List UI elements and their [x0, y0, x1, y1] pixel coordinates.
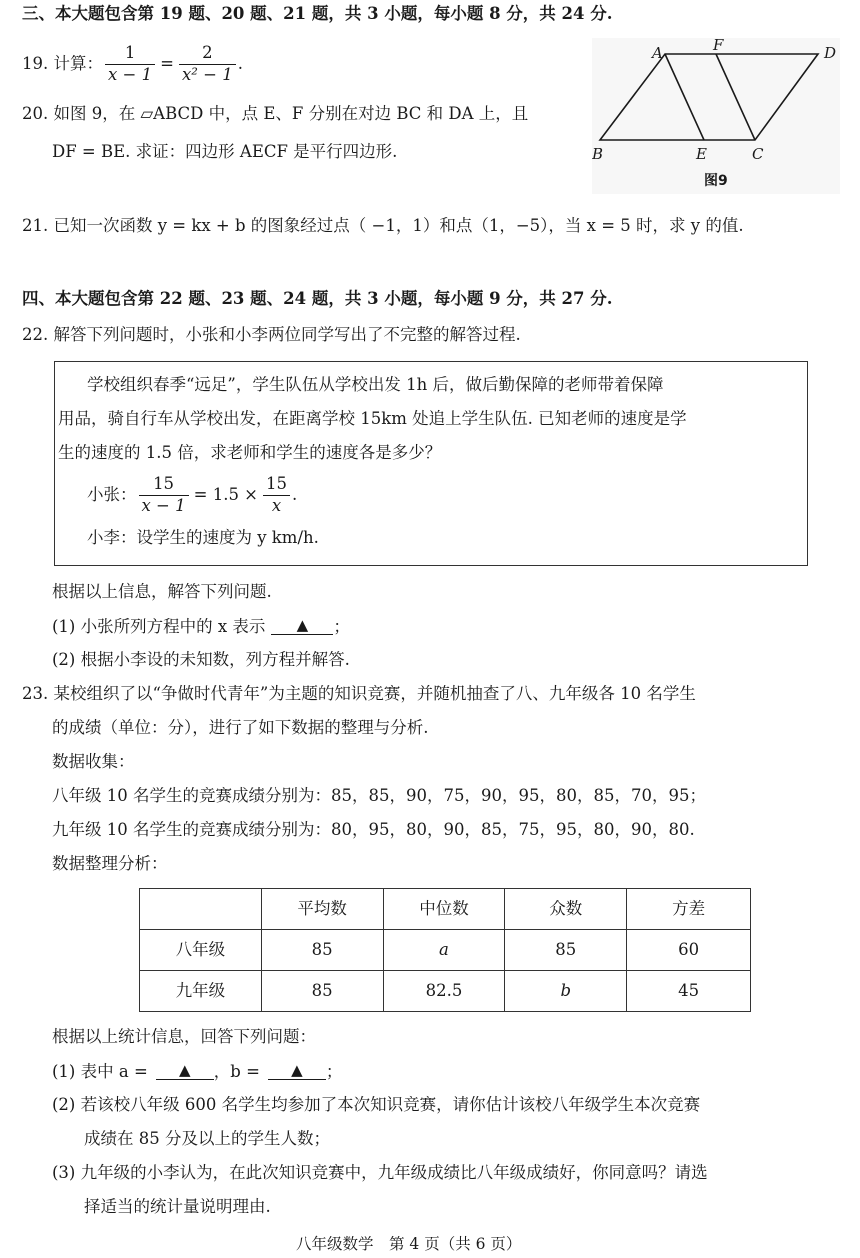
table-cell: 60: [627, 930, 751, 971]
table-cell: 九年级: [140, 971, 262, 1012]
q22-after-box: 根据以上信息，解答下列问题.: [52, 582, 272, 601]
table-cell: 八年级: [140, 930, 262, 971]
table-cell: 85: [261, 930, 383, 971]
q22-zhang-frac2-numerator: 15: [263, 476, 290, 496]
section-4-heading: 四、本大题包含第 22 题、23 题、24 题，共 3 小题，每小题 9 分，共 27 分.: [22, 289, 613, 308]
q22-box-line-3: 生的速度的 1.5 倍，求老师和学生的速度各是多少？: [58, 443, 442, 462]
figure-9-caption: 图9: [704, 173, 728, 189]
q22-zhang-end: .: [292, 484, 298, 504]
table-header-cell: [140, 889, 262, 930]
q23-part-3-line-2: 择适当的统计量说明理由.: [84, 1197, 271, 1216]
q22-part-2: (2) 根据小李设的未知数，列方程并解答.: [52, 650, 350, 669]
q22-zhang-fraction-2: [263, 476, 290, 514]
q19-frac1-numerator: 1: [105, 45, 155, 65]
q22-zhang-frac2-denominator: x: [271, 495, 282, 515]
q22-zhang-frac1-numerator: 15: [139, 476, 189, 496]
q23-line-1: 23. 某校组织了以“争做时代青年”为主题的知识竞赛，并随机抽查了八、九年级各 10 名学生: [22, 684, 696, 703]
label-c: C: [752, 145, 764, 163]
q22-box-line-2: 用品，骑自行车从学校出发，在距离学校 15km 处追上学生队伍. 已知老师的速度是学: [58, 409, 687, 428]
label-b: B: [592, 145, 604, 163]
parallelogram-diagram: [592, 38, 840, 194]
table-cell: 85: [261, 971, 383, 1012]
table-row: [140, 930, 751, 971]
q20-line-1: 20. 如图 9，在 ▱ABCD 中，点 E、F 分别在对边 BC 和 DA 上，且: [22, 104, 529, 123]
question-21: 21. 已知一次函数 y = kx + b 的图象经过点（ −1，1）和点（1，−5），当 x = 5 时，求 y 的值.: [22, 216, 744, 235]
label-e: E: [696, 145, 707, 163]
q22-box-line-1: 学校组织春季“远足”，学生队伍从学校出发 1h 后，做后勤保障的老师带着保障: [87, 375, 664, 394]
table-header-row: [140, 889, 751, 930]
section-3-heading: 三、本大题包含第 19 题、20 题、21 题，共 3 小题，每小题 8 分，共 24 分.: [22, 4, 613, 23]
table-cell: a: [383, 930, 505, 971]
q23-part-2-line-1: (2) 若该校八年级 600 名学生均参加了本次知识竞赛，请你估计该校八年级学生本次竞赛: [52, 1095, 701, 1114]
q22-intro: 22. 解答下列问题时，小张和小李两位同学写出了不完整的解答过程.: [22, 325, 521, 344]
table-header-cell: 众数: [505, 889, 627, 930]
table-header-cell: 中位数: [383, 889, 505, 930]
table-cell: 45: [627, 971, 751, 1012]
table-header-cell: 方差: [627, 889, 751, 930]
q22-part1-prefix: (1) 小张所列方程中的 x 表示: [52, 616, 266, 636]
q22-part1-end: ；: [333, 616, 350, 636]
q23-part-1: [52, 1063, 342, 1080]
table-cell: 82.5: [383, 971, 505, 1012]
segment-ae: [665, 54, 704, 140]
q19-end: .: [237, 53, 243, 73]
q23-analysis-label: 数据整理分析：: [52, 854, 168, 873]
q23-part1-mid: ，b =: [213, 1061, 260, 1081]
q22-part-1: [52, 618, 350, 635]
q19-frac2-denominator: x² − 1: [181, 64, 233, 84]
page-footer: 八年级数学 第 4 页（共 6 页）: [296, 1235, 522, 1253]
q23-answer-blank-b[interactable]: ▲: [268, 1063, 326, 1080]
q22-zhang-middle: = 1.5 ×: [193, 484, 259, 504]
q23-part1-end: ；: [325, 1061, 343, 1081]
statistics-table: [139, 888, 751, 1012]
q23-answer-blank-a[interactable]: ▲: [156, 1063, 214, 1080]
q23-grade9-scores: 九年级 10 名学生的竞赛成绩分别为：80，95，80，90，85，75，95，80，90，80.: [52, 820, 695, 839]
q23-part-2-line-2: 成绩在 85 分及以上的学生人数；: [84, 1129, 330, 1148]
q22-zhang-fraction-1: [139, 476, 189, 514]
parallelogram-abcd: [600, 54, 818, 140]
q22-zhang-equation: [87, 472, 297, 518]
label-f: F: [713, 38, 724, 54]
q22-problem-box: [54, 361, 808, 566]
q19-frac1-denominator: x − 1: [108, 64, 153, 84]
q19-prefix: 19. 计算：: [22, 53, 103, 73]
table-header-cell: 平均数: [261, 889, 383, 930]
q23-collect-label: 数据收集：: [52, 752, 135, 771]
q20-line-2: DF = BE. 求证：四边形 AECF 是平行四边形.: [52, 142, 398, 161]
q22-zhang-frac1-denominator: x − 1: [141, 495, 186, 515]
q23-part-3-line-1: (3) 九年级的小李认为，在此次知识竞赛中，九年级成绩比八年级成绩好，你同意吗？请选: [52, 1163, 708, 1182]
q22-answer-blank[interactable]: ▲: [271, 618, 333, 635]
q19-fraction-2: [179, 45, 236, 83]
table-cell: b: [505, 971, 627, 1012]
q22-li-line: 小李：设学生的速度为 y km/h.: [87, 528, 319, 547]
q23-after-table: 根据以上统计信息，回答下列问题：: [52, 1027, 316, 1046]
table-row: [140, 971, 751, 1012]
q23-grade8-scores: 八年级 10 名学生的竞赛成绩分别为：85，85，90，75，90，95，80，85，70，95；: [52, 786, 706, 805]
figure-9: [592, 38, 840, 194]
q22-zhang-label: 小张：: [87, 484, 137, 504]
q23-part1-prefix: (1) 表中 a =: [52, 1061, 148, 1081]
segment-fc: [716, 54, 755, 140]
label-d: D: [824, 44, 837, 62]
question-19: [22, 40, 243, 88]
q19-frac2-numerator: 2: [179, 45, 236, 65]
q23-line-2: 的成绩（单位：分），进行了如下数据的整理与分析.: [52, 718, 429, 737]
label-a: A: [652, 44, 663, 62]
q19-fraction-1: [105, 45, 155, 83]
table-cell: 85: [505, 930, 627, 971]
q19-equals: =: [160, 53, 174, 73]
